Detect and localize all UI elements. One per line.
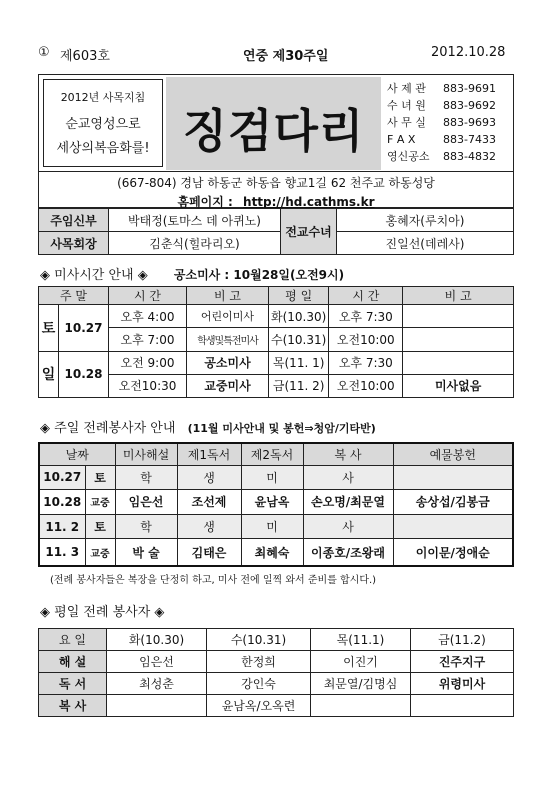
col-note: 비 고 bbox=[403, 287, 514, 305]
server-cell: 이이문/정애순 bbox=[393, 539, 513, 566]
liturgical-week: 연중 제30주일 bbox=[243, 49, 329, 64]
server-cell: 최혜숙 bbox=[241, 539, 303, 566]
sister-label: 전교수녀 bbox=[281, 209, 337, 255]
server-cell: 사 bbox=[303, 465, 393, 489]
mass-note: 공소미사 bbox=[187, 351, 269, 374]
col-reading2: 제2독서 bbox=[241, 443, 303, 465]
pastoral-motto-box bbox=[43, 79, 163, 167]
weekend-date: 10.27 bbox=[59, 305, 109, 351]
server-date: 10.28 bbox=[39, 489, 85, 514]
council-name: 김춘식(힐라리오) bbox=[109, 232, 281, 255]
mass-time: 오전 9:00 bbox=[109, 351, 187, 374]
weekday-header: 금(11.2) bbox=[411, 629, 514, 651]
staff-table bbox=[38, 208, 514, 255]
weekday-cell bbox=[311, 695, 411, 717]
server-cell: 학 bbox=[115, 515, 177, 539]
server-cell: 생 bbox=[177, 515, 241, 539]
weekday-header-label: 요 일 bbox=[39, 629, 107, 651]
col-time: 시 간 bbox=[109, 287, 187, 305]
server-cell: 학 bbox=[115, 465, 177, 489]
server-date: 10.27 bbox=[39, 465, 85, 489]
col-time: 시 간 bbox=[329, 287, 403, 305]
server-cell: 김태은 bbox=[177, 539, 241, 566]
weekday-note bbox=[403, 328, 514, 351]
sunday-servers-table bbox=[38, 442, 514, 567]
issue-number-icon: ① bbox=[38, 45, 50, 60]
server-cell: 생 bbox=[177, 465, 241, 489]
weekday-cell: 위령미사 bbox=[411, 673, 514, 695]
parish-address: (667-804) 경남 하동군 하동읍 향교1길 62 천주교 하동성당 bbox=[117, 176, 435, 190]
role-label: 독 서 bbox=[39, 673, 107, 695]
server-cell: 임은선 bbox=[115, 489, 177, 514]
mass-note: 학생및특전미사 bbox=[187, 328, 269, 351]
weekday-cell: 강인숙 bbox=[207, 673, 311, 695]
weekday-cell: 윤남옥/오옥련 bbox=[207, 695, 311, 717]
issue-header bbox=[38, 45, 513, 63]
server-cell: 손오명/최문열 bbox=[303, 489, 393, 514]
contact-row: F A X 883-7433 bbox=[387, 133, 496, 146]
weekday-time: 오후 7:30 bbox=[329, 305, 403, 328]
weekday-header: 목(11.1) bbox=[311, 629, 411, 651]
server-note: (전례 봉사자들은 복장을 단정히 하고, 미사 전에 일찍 와서 준비를 합시다.) bbox=[50, 575, 377, 586]
server-date: 11. 2 bbox=[39, 515, 85, 539]
col-commentary: 미사해설 bbox=[115, 443, 177, 465]
server-day: 토 bbox=[85, 515, 115, 539]
pastor-name: 박태정(토마스 데 아퀴노) bbox=[109, 209, 281, 232]
sister-name-2: 진일선(데레사) bbox=[337, 232, 514, 255]
weekday-day: 수(10.31) bbox=[269, 328, 329, 351]
sunday-servers-title bbox=[40, 417, 376, 436]
weekend-day: 일 bbox=[39, 351, 59, 397]
weekday-note: 미사없음 bbox=[403, 374, 514, 397]
weekday-header: 수(10.31) bbox=[207, 629, 311, 651]
server-day: 토 bbox=[85, 465, 115, 489]
contact-row: 수 녀 원 883-9692 bbox=[387, 99, 496, 112]
weekend-date: 10.28 bbox=[59, 351, 109, 397]
weekday-cell: 한정희 bbox=[207, 651, 311, 673]
weekday-time: 오전10:00 bbox=[329, 374, 403, 397]
weekday-cell bbox=[411, 695, 514, 717]
mass-time: 오전10:30 bbox=[109, 374, 187, 397]
weekday-time: 오후 7:30 bbox=[329, 351, 403, 374]
server-cell: 송상섭/김봉금 bbox=[393, 489, 513, 514]
mass-note: 교중미사 bbox=[187, 374, 269, 397]
contact-list bbox=[387, 80, 512, 165]
contact-row: 사 제 관 883-9691 bbox=[387, 82, 496, 95]
weekday-cell bbox=[107, 695, 207, 717]
col-reading1: 제1독서 bbox=[177, 443, 241, 465]
contact-row: 영신공소 883-4832 bbox=[387, 150, 496, 163]
server-cell: 미 bbox=[241, 465, 303, 489]
mass-time: 오후 4:00 bbox=[109, 305, 187, 328]
sunday-title: ◈ 주일 전례봉사자 안내 bbox=[40, 421, 176, 436]
col-note: 비 고 bbox=[187, 287, 269, 305]
homepage-label: 홈페이지 : bbox=[177, 195, 233, 209]
issue-date: 2012.10.28 bbox=[431, 45, 506, 60]
address-box bbox=[38, 172, 514, 208]
motto-line-1: 순교영성으로 bbox=[65, 117, 141, 132]
weekend-day: 토 bbox=[39, 305, 59, 351]
col-weekend: 주 말 bbox=[39, 287, 109, 305]
mass-time: 오후 7:00 bbox=[109, 328, 187, 351]
col-offering: 예물봉헌 bbox=[393, 443, 513, 465]
weekday-note bbox=[403, 305, 514, 328]
weekday-day: 금(11. 2) bbox=[269, 374, 329, 397]
server-date: 11. 3 bbox=[39, 539, 85, 566]
sister-name-1: 홍혜자(루치아) bbox=[337, 209, 514, 232]
server-day: 교중 bbox=[85, 489, 115, 514]
col-altar-server: 복 사 bbox=[303, 443, 393, 465]
role-label: 해 설 bbox=[39, 651, 107, 673]
issue-number: 제603호 bbox=[60, 49, 110, 64]
weekday-cell: 임은선 bbox=[107, 651, 207, 673]
special-mass: 공소미사 : 10월28일(오전9시) bbox=[173, 268, 345, 282]
newsletter-title: 징검다리 bbox=[182, 104, 365, 158]
col-weekday: 평 일 bbox=[269, 287, 329, 305]
mass-note: 어린이미사 bbox=[187, 305, 269, 328]
newsletter-logo bbox=[166, 77, 381, 170]
server-day: 교중 bbox=[85, 539, 115, 566]
contact-row: 사 무 실 883-9693 bbox=[387, 116, 496, 129]
weekday-day: 화(10.30) bbox=[269, 305, 329, 328]
sunday-subtitle: (11월 미사안내 및 봉헌⇒청암/기타반) bbox=[187, 422, 376, 435]
weekday-servers-table bbox=[38, 628, 514, 717]
masthead bbox=[38, 74, 514, 172]
motto-line-2: 세상의복음화를! bbox=[56, 141, 150, 156]
weekday-cell: 이진기 bbox=[311, 651, 411, 673]
col-date: 날짜 bbox=[39, 443, 115, 465]
weekday-note bbox=[403, 351, 514, 374]
server-cell bbox=[393, 465, 513, 489]
pastor-label: 주임신부 bbox=[39, 209, 109, 232]
mass-schedule-table bbox=[38, 286, 514, 398]
weekday-cell: 최성춘 bbox=[107, 673, 207, 695]
role-label: 복 사 bbox=[39, 695, 107, 717]
server-cell: 윤남옥 bbox=[241, 489, 303, 514]
server-cell: 조선제 bbox=[177, 489, 241, 514]
weekday-time: 오전10:00 bbox=[329, 328, 403, 351]
council-label: 사목회장 bbox=[39, 232, 109, 255]
homepage-link[interactable]: http://hd.cathms.kr bbox=[243, 195, 375, 209]
weekday-header: 화(10.30) bbox=[107, 629, 207, 651]
mass-title: ◈ 미사시간 안내 ◈ bbox=[40, 268, 148, 283]
weekday-servers-title: ◈ 평일 전례 봉사자 ◈ bbox=[40, 605, 165, 620]
server-cell: 미 bbox=[241, 515, 303, 539]
server-cell: 사 bbox=[303, 515, 393, 539]
mass-section-title bbox=[40, 264, 344, 283]
weekday-cell: 진주지구 bbox=[411, 651, 514, 673]
server-cell: 박 술 bbox=[115, 539, 177, 566]
server-cell: 이종호/조왕래 bbox=[303, 539, 393, 566]
motto-year: 2012년 사목지침 bbox=[60, 91, 146, 104]
weekday-cell: 최문열/김명심 bbox=[311, 673, 411, 695]
weekday-day: 목(11. 1) bbox=[269, 351, 329, 374]
server-cell bbox=[393, 515, 513, 539]
